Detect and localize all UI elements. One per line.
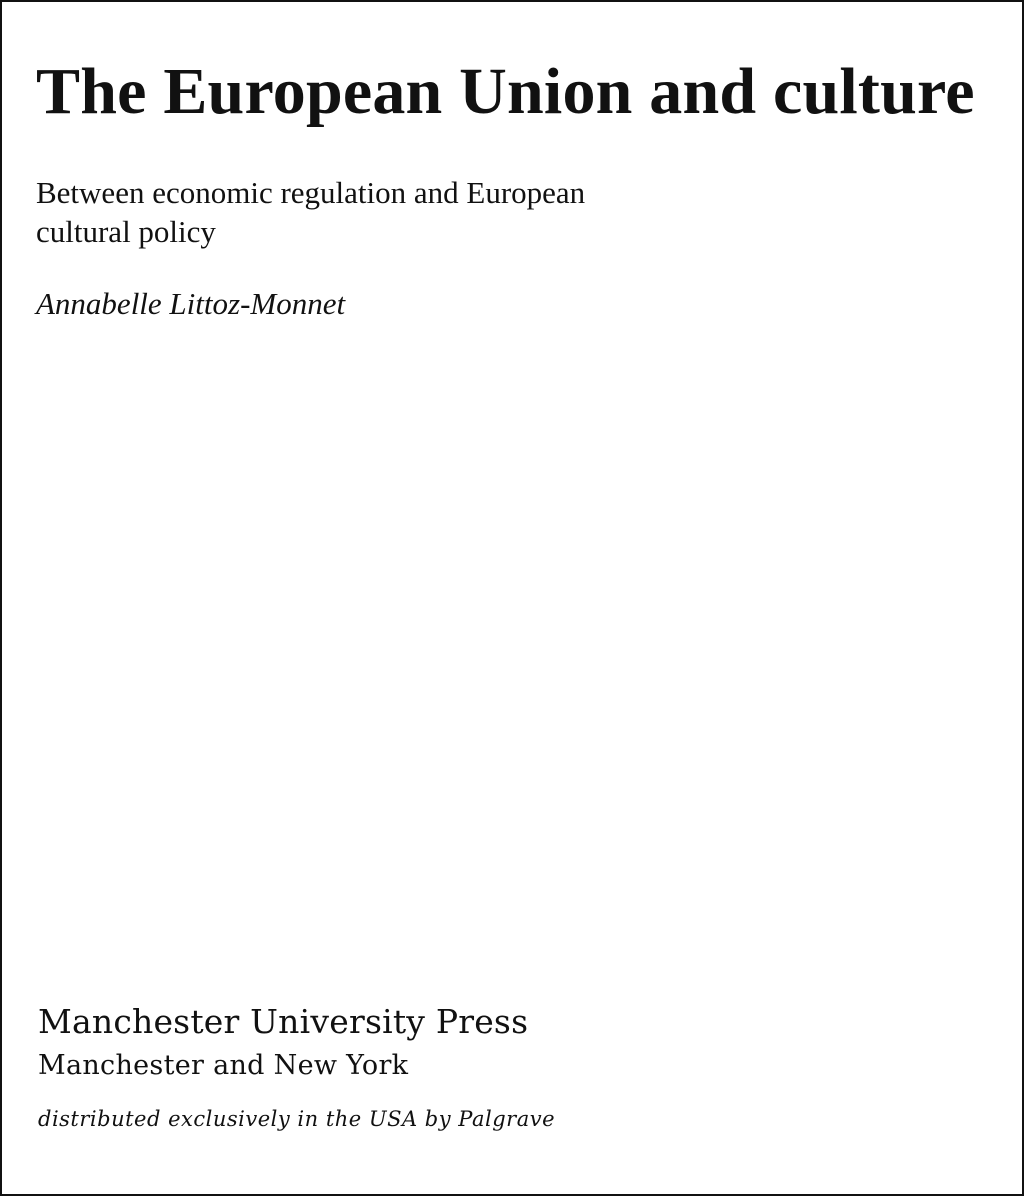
- book-author: Annabelle Littoz-Monnet: [36, 286, 346, 321]
- publisher-name: Manchester University Press: [38, 1002, 529, 1041]
- publisher-locations: Manchester and New York: [38, 1050, 409, 1081]
- book-title: The European Union and culture: [36, 55, 975, 128]
- distribution-note: distributed exclusively in the USA by Palgrave: [38, 1107, 556, 1131]
- book-subtitle: [36, 173, 585, 251]
- subtitle-line-2: cultural policy: [36, 214, 216, 249]
- subtitle-line-1: Between economic regulation and European: [36, 175, 586, 210]
